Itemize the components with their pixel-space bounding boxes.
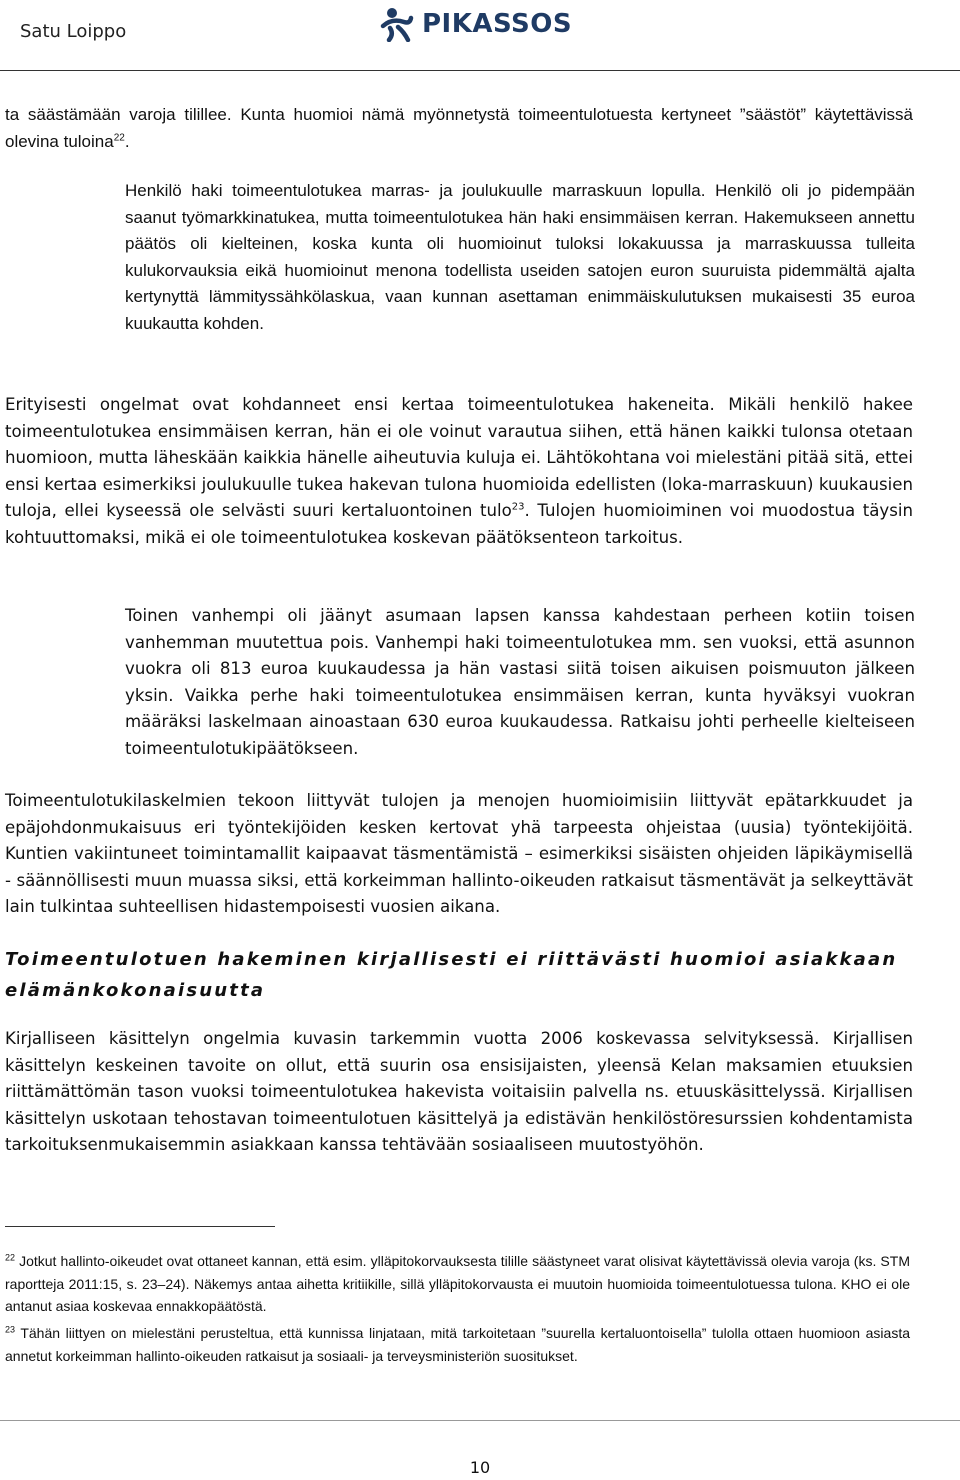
example-case-1: Henkilö haki toimeentulotukea marras- ja joulukuulle marraskuun lopulla. Henkilö oli jo pidempään saanut työmarkkinatukea, mutta toimeentulotukea hän haki ensimmäisen kerran. Hakemukseen annettu päätös oli kielteinen, koska kunta oli huomioinut tuloksi lokakuussa ja marraskuussa tulleita kulukorvauksia eikä huomioinut menona todellista useiden satojen euron suuruista pidemmältä ajalta kertynyttä lämmityssähkölaskua, vaan kunnan asettaman enimmäiskulutuksen mukaisesti 35 euroa kuukautta kohden.: [125, 181, 915, 333]
header-author: Satu Loippo: [20, 21, 127, 42]
section-heading: Toimeentulotuen hakeminen kirjallisesti ei riittävästi huomioi asiakkaan elämänkokonaisuutta: [5, 949, 898, 1001]
logo-wordmark: PIKASSOS: [422, 9, 573, 39]
paragraph-continued: [5, 102, 913, 155]
example-case-2: Toinen vanhempi oli jäänyt asumaan lapsen kanssa kahdestaan perheen kotiin toisen vanhemman muutettua pois. Vanhempi haki toimeentulotukea mm. sen vuoksi, että asunnon vuokra oli 813 euroa kuukaudessa ja hän vastasi siitä toisen aikuisen poismuuton jälkeen yksin. Vaikka perhe haki toimeentulotukea ensimmäisen kerran, kunta hyväksyi vuokran määräksi laskelmaan ainoastaan 630 euroa kuukaudessa. Ratkaisu johti perheelle kielteiseen toimeentulotukipäätökseen.: [125, 606, 915, 758]
paragraph-text: ta säästämään varoja tilillee. Kunta huomioi nämä myönnetystä toimeentulotuesta kertyneet ”säästöt” käytettävissä olevina tuloina: [5, 105, 913, 151]
paragraph-text: Erityisesti ongelmat ovat kohdanneet ensi kertaa toimeentulotukea hakeneita. Mikäli henkilö hakee toimeentulotukea ensimmäisen kerran, hän ei ole voinut varautua siihen, että hänen kaikki tulonsa otetaan huomioon, mutta läheskään kaikkia hänelle aiheutuvia kuluja ei. Lähtökohtana voi mielestäni pitää sitä, ettei ensi kertaa esimerkiksi joulukuulle tukea hakevan tulona huomioida edellisten (loka-marraskuun) kuukausien tuloja, ellei kyseessä ole selvästi suuri kertaluontoinen tulo: [5, 395, 913, 521]
footnote-separator: [5, 1226, 275, 1227]
footnote-text: Tähän liittyen on mielestäni perusteltua, että kunnissa linjataan, mitä tarkoitetaan ”suurella kertaluontoisella” tulolla ottaen huomioon asiasta annetut korkeimman hallinto-oikeuden ratkaisut ja sosiaali- ja terveysministeriön suositukset.: [5, 1325, 911, 1364]
page-number: 10: [469, 1458, 491, 1477]
footnote-ref-23: 23: [511, 501, 525, 513]
paragraph-text: .: [124, 131, 130, 151]
paragraph-written-processing: Kirjalliseen käsittelyn ongelmia kuvasin tarkemmin vuotta 2006 koskevassa selvityksessä. Kirjallisen käsittelyn keskeinen tavoite on ollut, että suurin osa ensisijaisten, yleensä Kelan maksamien etuuksien riittämättömän tason vuoksi toimeentulotukea hakevista voitaisiin palvella ns. etuuskäsittelyssä. Kirjallisen käsittelyn uskotaan tehostavan toimeentulotuen käsittelyä ja edistävän henkilöstöresurssien kohdentamista tarkoituksenmukaisemmin asiakkaan kanssa tehtävään sosiaaliseen muutostyöhön.: [5, 1029, 913, 1155]
footnote-22: [5, 1250, 910, 1318]
footer-rule: [0, 1420, 960, 1421]
footnote-23: [5, 1322, 910, 1367]
paragraph-text: . Tulojen huomioiminen voi muodostua täysin kohtuuttomaksi, mikä ei ole toimeentulotukea koskevan päätöksenteon tarkoitus.: [5, 501, 913, 547]
pikassos-logo: [380, 4, 572, 44]
footnote-number: 22: [5, 1252, 16, 1263]
paragraph-calculations: Toimeentulotukilaskelmien tekoon liittyvät tulojen ja menojen huomioimisiin liittyvät epätarkkuudet ja epäjohdonmukaisuus eri työntekijöiden kesken kertovat yhä tarpeesta ohjeistaa (uusia) työntekijöitä. Kuntien vakiintuneet toimintamallit kaipaavat täsmentämistä – esimerkiksi sisäisten ohjeiden läpikäymisellä - säännöllisesti muun muassa siksi, että korkeimman hallinto-oikeuden ratkaisut täsmentävät ja selkeyttävät lain tulkintaa suhteellisen hidastempoisesti vuosien aikana.: [5, 791, 913, 917]
footnote-number: 23: [5, 1324, 16, 1335]
paragraph-first-time-applicants: [5, 392, 913, 552]
header-rule: [0, 70, 960, 71]
page-header: [0, 0, 960, 72]
pikassos-logo-icon: [380, 6, 414, 42]
footnote-text: Jotkut hallinto-oikeudet ovat ottaneet kannan, että esim. ylläpitokorvauksesta tilille säästyneet varat olisivat käytettävissä olevia varoja (ks. STM raportteja 2011:15, s. 23–24). Näkemys antaa aihetta kritiikille, sillä ylläpitokorvausta ei muutoin huomioida toimeentulotuessa tulona. KHO ei ole antanut asiaa koskevaa ennakkopäätöstä.: [5, 1253, 910, 1315]
footnote-ref-22: 22: [113, 131, 125, 143]
